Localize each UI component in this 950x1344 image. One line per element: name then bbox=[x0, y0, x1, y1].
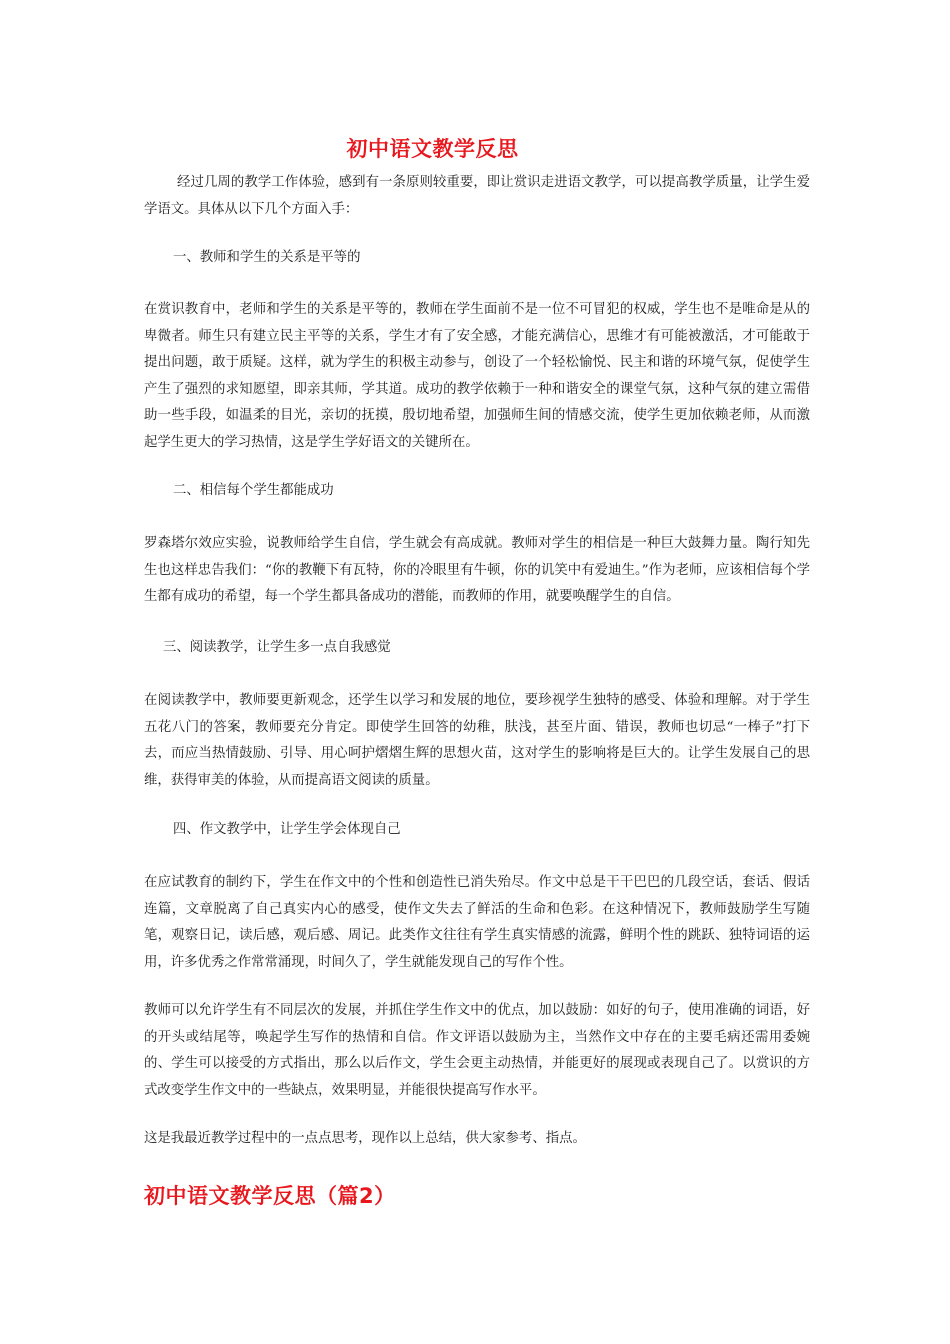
section-heading-1: 一、教师和学生的关系是平等的 bbox=[173, 250, 361, 265]
section-heading-2: 二、相信每个学生都能成功 bbox=[173, 483, 334, 498]
intro-paragraph: 经过几周的教学工作体验，感到有一条原则较重要，即让赏识走进语文教学，可以提高教学质量，让学生爱学语文。具体从以下几个方面入手： bbox=[144, 175, 810, 217]
section-heading-3: 三、阅读教学，让学生多一点自我感觉 bbox=[163, 640, 391, 655]
document-title: 初中语文教学反思 bbox=[346, 137, 519, 161]
section-2-paragraph-1: 罗森塔尔效应实验，说教师给学生自信，学生就会有高成就。教师对学生的相信是一种巨大鼓舞力量。陶行知先生也这样忠告我们：“你的教鞭下有瓦特，你的冷眼里有牛顿，你的讥笑中有爱迪生。”作为老师，应该相信每个学生都有成功的希望，每一个学生都具备成功的潜能，而教师的作用，就要唤醒学生的自信。 bbox=[144, 536, 810, 604]
section-heading-4: 四、作文教学中，让学生学会体现自己 bbox=[173, 822, 401, 837]
section-4-paragraph-1: 在应试教育的制约下，学生在作文中的个性和创造性已消失殆尽。作文中总是干干巴巴的几段空话，套话、假话连篇，文章脱离了自己真实内心的感受，使作文失去了鲜活的生命和色彩。在这种情况下，教师鼓励学生写随笔，观察日记，读后感，观后感、周记。此类作文往往有学生真实情感的流露，鲜明个性的跳跃、独特词语的运用，许多优秀之作常常涌现，时间久了，学生就能发现自己的写作个性。 bbox=[144, 875, 810, 970]
section-4-paragraph-2: 教师可以允许学生有不同层次的发展，并抓住学生作文中的优点，加以鼓励：如好的句子，使用准确的词语，好的开头或结尾等，唤起学生写作的热情和自信。作文评语以鼓励为主，当然作文中存在的主要毛病还需用委婉的、学生可以接受的方式指出，那么以后作文，学生会更主动热情，并能更好的展现或表现自己了。以赏识的方式改变学生作文中的一些缺点，效果明显，并能很快提高写作水平。 bbox=[144, 1003, 810, 1098]
section-3-paragraph-1: 在阅读教学中，教师要更新观念，还学生以学习和发展的地位，要珍视学生独特的感受、体验和理解。对于学生五花八门的答案，教师要充分肯定。即使学生回答的幼稚，肤浅，甚至片面、错误，教师也切忌“一棒子”打下去，而应当热情鼓励、引导、用心呵护熠熠生辉的思想火苗，这对学生的影响将是巨大的。让学生发展自己的思维，获得审美的体验，从而提高语文阅读的质量。 bbox=[144, 693, 810, 788]
next-article-title: 初中语文教学反思（篇2） bbox=[144, 1184, 396, 1208]
section-1-paragraph-1: 在赏识教育中，老师和学生的关系是平等的，教师在学生面前不是一位不可冒犯的权威，学生也不是唯命是从的卑微者。师生只有建立民主平等的关系，学生才有了安全感，才能充满信心，思维才有可能被激活，才可能敢于提出问题，敢于质疑。这样，就为学生的积极主动参与，创设了一个轻松愉悦、民主和谐的环境气氛，促使学生产生了强烈的求知愿望，即亲其师，学其道。成功的教学依赖于一种和谐安全的课堂气氛，这种气氛的建立需借助一些手段，如温柔的目光，亲切的抚摸，殷切地希望，加强师生间的情感交流，使学生更加依赖老师，从而激起学生更大的学习热情，这是学生学好语文的关键所在。 bbox=[144, 302, 810, 450]
conclusion-paragraph: 这是我最近教学过程中的一点点思考，现作以上总结，供大家参考、指点。 bbox=[144, 1131, 586, 1146]
